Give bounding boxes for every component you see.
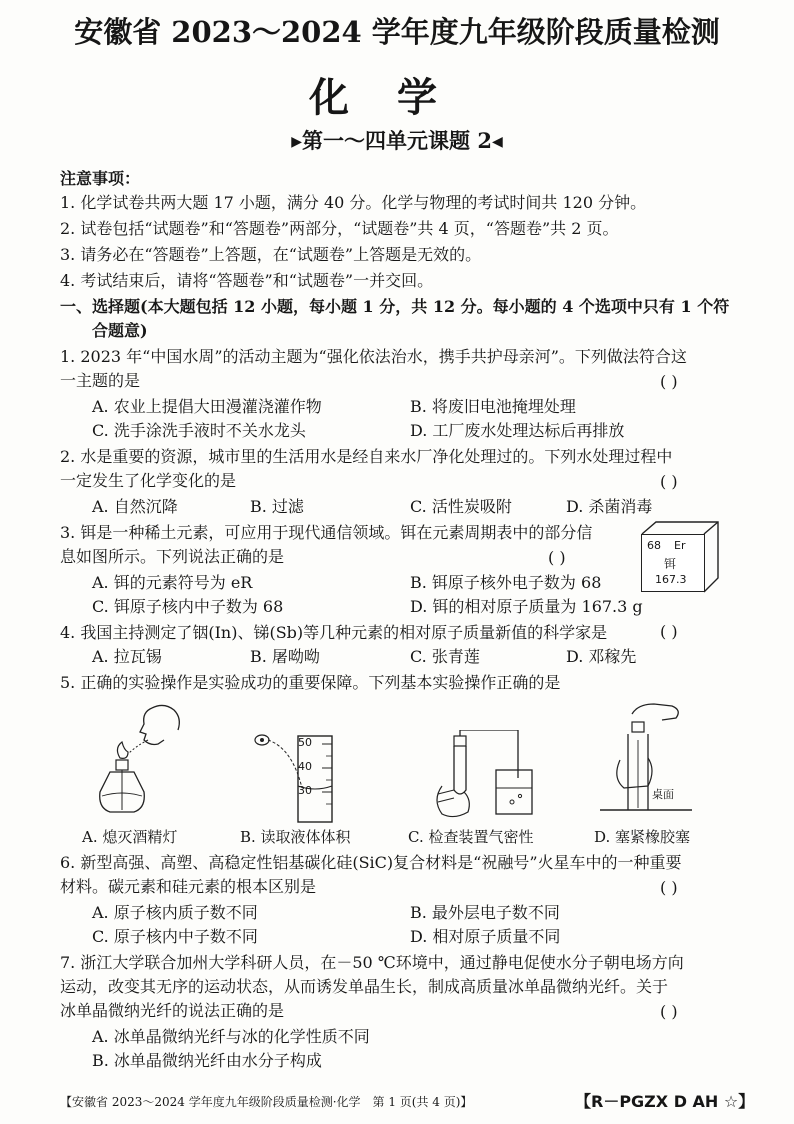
q7-option-a: A. 冰单晶微纳光纤与冰的化学性质不同	[92, 1027, 370, 1046]
notice-item: 3. 请务必在“答题卷”上答题，在“试题卷”上答题是无效的。	[60, 245, 482, 264]
cylinder-tick-label: 30	[298, 784, 312, 797]
element-name: 铒	[664, 557, 677, 571]
q2-option-a: A. 自然沉降	[92, 497, 178, 516]
question-3-stem-cont: 息如图所示。下列说法正确的是	[60, 547, 285, 566]
answer-paren: ( )	[660, 372, 678, 391]
figure-d-stopper	[596, 700, 696, 824]
cylinder-tick-label: 40	[298, 760, 312, 773]
q6-option-d: D. 相对原子质量不同	[410, 927, 561, 946]
question-1-stem: 1. 2023 年“中国水周”的活动主题为“强化依法治水，携手共护母亲河”。下列做法符合这	[60, 347, 687, 366]
question-4-stem: 4. 我国主持测定了铟(In)、锑(Sb)等几种元素的相对原子质量新值的科学家是	[60, 623, 608, 642]
unit-label: 第一～四单元课题 2	[302, 128, 492, 153]
section-heading-cont: 合题意)	[92, 321, 148, 340]
q2-option-d: D. 杀菌消毒	[566, 497, 653, 516]
q3-option-c: C. 铒原子核内中子数为 68	[92, 597, 284, 616]
cylinder-tick-label: 50	[298, 736, 312, 749]
figure-a-alcohol-lamp	[92, 700, 202, 822]
q4-option-b: B. 屠呦呦	[250, 647, 320, 666]
notice-item: 2. 试卷包括“试题卷”和“答题卷”两部分，“试题卷”共 4 页，“答题卷”共 2 页。	[60, 219, 619, 238]
notice-item: 4. 考试结束后，请将“答题卷”和“试题卷”一并交回。	[60, 271, 434, 290]
question-7-stem-cont: 运动，改变其无序的运动状态，从而诱发单晶生长，制成高质量冰单晶微纳光纤。关于	[60, 977, 669, 996]
notice-heading: 注意事项：	[60, 169, 141, 188]
q3-option-b: B. 铒原子核外电子数为 68	[410, 573, 602, 592]
q2-option-b: B. 过滤	[250, 497, 304, 516]
q1-option-c: C. 洗手涂洗手液时不关水龙头	[92, 421, 306, 440]
q7-option-b: B. 冰单晶微纳光纤由水分子构成	[92, 1051, 322, 1070]
answer-paren: ( )	[660, 1002, 678, 1021]
q2-option-c: C. 活性炭吸附	[410, 497, 512, 516]
answer-paren: ( )	[548, 548, 566, 567]
right-triangle-icon: ▶	[291, 134, 303, 150]
figure-d-caption: D. 塞紧橡胶塞	[594, 828, 691, 846]
question-2-stem: 2. 水是重要的资源，城市里的生活用水是经自来水厂净化处理过的。下列水处理过程中	[60, 447, 673, 466]
q1-option-d: D. 工厂废水处理达标后再排放	[410, 421, 625, 440]
subject-title: 化学	[309, 74, 485, 121]
question-1-stem-cont: 一主题的是	[60, 371, 141, 390]
question-2-stem-cont: 一定发生了化学变化的是	[60, 471, 237, 490]
q4-option-c: C. 张青莲	[410, 647, 480, 666]
figure-a-caption: A. 熄灭酒精灯	[82, 828, 178, 846]
page-footer: 【安徽省 2023～2024 学年度九年级阶段质量检测·化学 第 1 页(共 4 页)】	[60, 1095, 473, 1109]
exam-code: 【R－PGZX D AH ☆】	[575, 1092, 755, 1111]
q3-option-d: D. 铒的相对原子质量为 167.3 g	[410, 597, 643, 616]
q4-option-d: D. 邓稼先	[566, 647, 637, 666]
q4-option-a: A. 拉瓦锡	[92, 647, 162, 666]
answer-paren: ( )	[660, 622, 678, 641]
q6-option-c: C. 原子核内中子数不同	[92, 927, 258, 946]
desk-label: 桌面	[652, 788, 674, 801]
question-6-stem-cont: 材料。碳元素和硅元素的根本区别是	[60, 877, 317, 896]
q3-option-a: A. 铒的元素符号为 eR	[92, 573, 253, 592]
q6-option-a: A. 原子核内质子数不同	[92, 903, 258, 922]
figure-b-caption: B. 读取液体体积	[240, 828, 351, 846]
figure-c-airtightness	[424, 730, 534, 824]
atomic-mass: 167.3	[655, 573, 687, 586]
q6-option-b: B. 最外层电子数不同	[410, 903, 560, 922]
q1-option-a: A. 农业上提倡大田漫灌浇灌作物	[92, 397, 322, 416]
answer-paren: ( )	[660, 472, 678, 491]
answer-paren: ( )	[660, 878, 678, 897]
question-5-stem: 5. 正确的实验操作是实验成功的重要保障。下列基本实验操作正确的是	[60, 673, 561, 692]
element-symbol: Er	[674, 539, 686, 552]
notice-item: 1. 化学试卷共两大题 17 小题，满分 40 分。化学与物理的考试时间共 120 分钟。	[60, 193, 647, 212]
figure-c-caption: C. 检查装置气密性	[408, 828, 534, 846]
atomic-number: 68	[647, 539, 661, 552]
question-7-stem-cont: 冰单晶微纳光纤的说法正确的是	[60, 1001, 285, 1020]
section-heading: 一、选择题(本大题包括 12 小题，每小题 1 分，共 12 分。每小题的 4 个选项中只有 1 个符	[60, 297, 730, 316]
left-triangle-icon: ◀	[491, 134, 503, 150]
question-3-stem: 3. 铒是一种稀土元素，可应用于现代通信领域。铒在元素周期表中的部分信	[60, 523, 593, 542]
question-6-stem: 6. 新型高强、高塑、高稳定性铝基碳化硅(SiC)复合材料是“祝融号”火星车中的一种重要	[60, 853, 682, 872]
unit-banner	[268, 126, 526, 156]
q1-option-b: B. 将废旧电池掩埋处理	[410, 397, 576, 416]
exam-title: 安徽省 2023～2024 学年度九年级阶段质量检测	[74, 15, 720, 49]
question-7-stem: 7. 浙江大学联合加州大学科研人员，在－50 ℃环境中，通过静电促使水分子朝电场方向	[60, 953, 684, 972]
element-card	[641, 534, 705, 592]
